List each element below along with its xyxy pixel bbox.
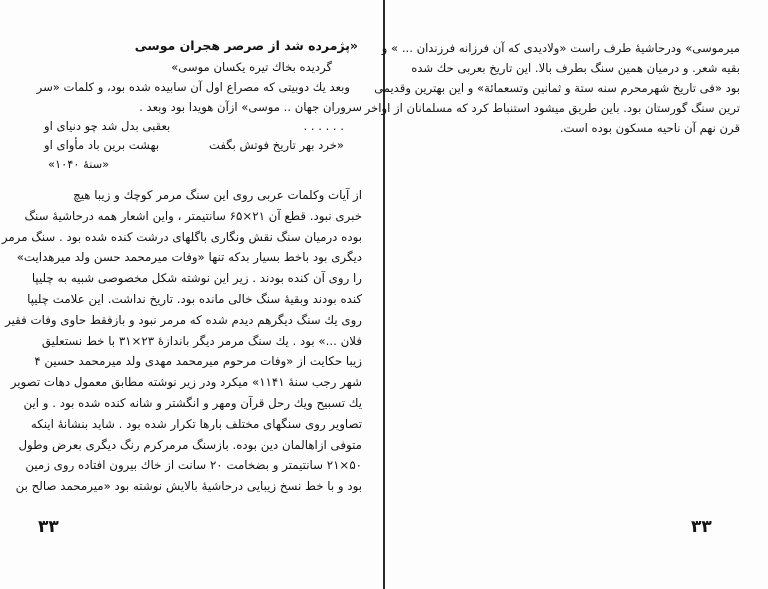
verse-hemistich: «خرد بهر تاریخ فوتش بگفت	[208, 138, 344, 152]
body-line: ۵۰×۲۱ سانتیمتر و بضخامت ۲۰ سانت از خاك بیرون افتاده روی زمین	[25, 458, 362, 473]
right-page	[364, 0, 768, 589]
body-line: قرن نهم آن ناحیه مسکون بوده است.	[559, 121, 740, 135]
page-number: ۳۳	[38, 517, 59, 537]
body-line: فلان ...» بود . یك سنگ مرمر دیگر باندازهٔ ۲۳×۳۱ با خط نستعلیق	[41, 333, 362, 348]
verse-hemistich: بهشت برین باد مأوای او	[44, 138, 160, 152]
verse-hemistich: . . . . . .	[303, 119, 344, 133]
body-line: دیگری بود باخط بسیار بدکه تنها «وفات میرمحمد حسن ولد میرهدایت»	[16, 250, 362, 265]
body-line: بود «فی تاریخ شهرمحرم سنه ستة و ثمانین وتسعمائة» و این بهترین وقدیمی	[374, 81, 740, 95]
body-line: را روی آن کنده بودند . زیر این نوشته شکل مخصوصی شبیه به چلیپا	[31, 271, 362, 286]
intro-line: گردیده بخاك تیره یکسان موسی»	[171, 60, 332, 74]
body-line: شهر رجب سنهٔ ۱۱۴۱» میکرد ودر زیر نوشته مطابق معمول دهات تصویر	[10, 375, 362, 390]
body-line: بوده درمیان سنگ نقش ونگاری باگلهای درشت کنده شده بود . سنگ مرمر	[1, 229, 362, 244]
right-body-text	[364, 38, 740, 138]
verse-hemistich: بعقبی بدل شد چو دنیای او	[44, 119, 171, 133]
body-line: متوفی ازاهالمان دین بوده. بازسنگ مرمرکرم رنگ دیگری بعرض وطول	[18, 437, 362, 452]
body-line: بقیه شعر. و درمیان همین سنگ بطرف بالا. این تاریخ بعربی حك شده	[411, 61, 740, 75]
body-line: تصاویر روی سنگهای مختلف بارها تکرار شده بود . شاید بنشانهٔ اینکه	[30, 416, 362, 431]
body-line: بود و با خط نسخ زیبایی درحاشیهٔ بالایش نوشته بود «میرمحمد صالح بن	[15, 479, 362, 494]
body-line: روی یك سنگ دیگرهم دیدم شده که مرمر نبود و بازفقط حاوی وفات فقیر	[5, 312, 362, 327]
verse-couplet	[30, 117, 362, 136]
poem-heading: «پژمرده شد از صرصر هجران موسی	[134, 38, 358, 53]
verse-couplet	[30, 136, 362, 155]
verse-date: «سنهٔ ۱۰۴۰»	[48, 157, 110, 171]
left-body-text	[1, 185, 362, 497]
body-line: زیبا حکایت از «وفات مرحوم میرمحمد مهدی ولد میرمحمد حسین ۴	[34, 354, 362, 369]
body-line: کنده بودند وبقیهٔ سنگ خالی مانده بود. تاریخ نداشت. این علامت چلیپا	[27, 291, 362, 306]
body-line: یك تسبیح ویك رحل قرآن ومهر و انگشتر و شانه کنده شده بود . و این	[23, 395, 362, 410]
body-line: ترین سنگ گورستان بود. باین طریق میشود استنباط کرد که مسلمانان از اواخر	[364, 101, 740, 115]
intro-line: وبعد یك دوبیتی که مصراع اول آن سابیده شده بود، و کلمات «سر	[36, 80, 350, 94]
body-line: خبری نبود. قطع آن ۲۱×۶۵ سانتیمتر ، واین اشعار همه درحاشیهٔ سنگ	[24, 208, 362, 223]
page-number: ۳۳	[691, 517, 712, 537]
body-line: میرموسی» ودرحاشیهٔ طرف راست «ولادیدی که آن فرزانه فرزندان ... » و	[381, 41, 740, 55]
body-line: از آیات وکلمات عربی روی این سنگ مرمر کوچك و زیبا هیچ	[73, 188, 362, 202]
intro-line: سروران جهان .. موسی» ازآن هویدا بود وبعد .	[139, 100, 362, 114]
